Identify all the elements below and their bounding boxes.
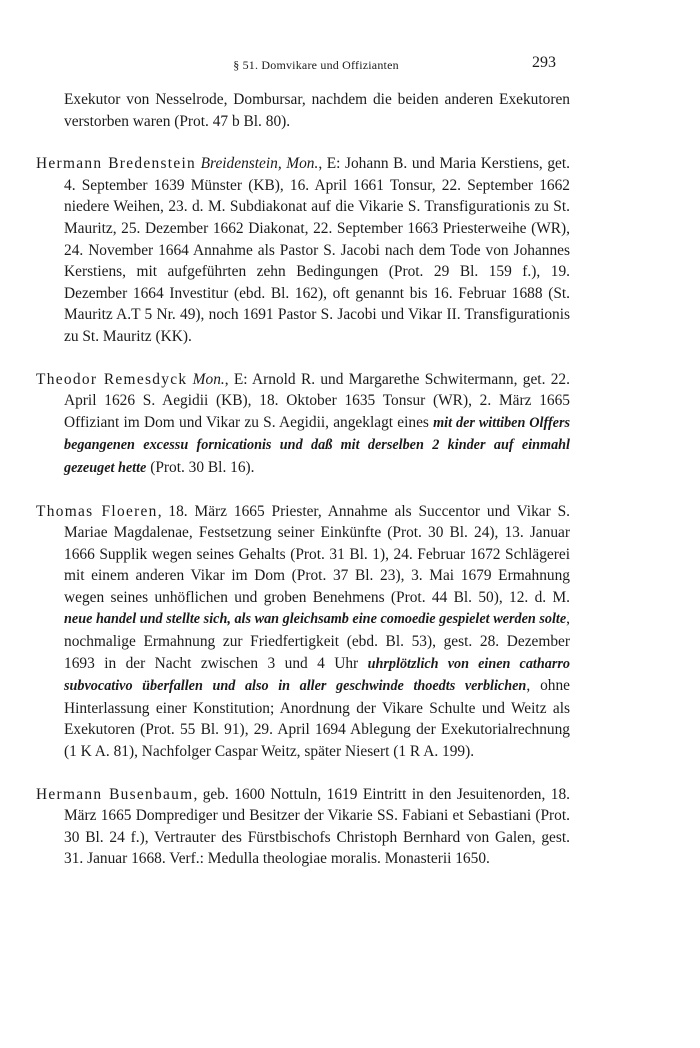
entry-remesdyck: [36, 369, 570, 480]
entry-text: , nochmalige Ermahnung zur Friedfertigkeit (ebd. Bl. 53), gest. 28. Dezember 1693 in der Nacht zwischen 3 und 4 Uhr: [64, 610, 570, 672]
entry-quote: mit der wittiben Olffers begangenen excessu fornicationis und daß mit derselben 2 kinder auf einmahl gezeuget hette: [64, 414, 571, 476]
entry-text: , geb. 1600 Nottuln, 1619 Eintritt in den Jesuitenorden, 18. März 1665 Domprediger und Besitzer der Vikarie SS. Fabiani et Sebastiani (Prot. 30 Bl. 24 f.), Vertrauter des Fürstbischofs Christoph Bernhard von Galen, gest. 31. Januar 1668. Verf.: Medulla theologiae moralis. Monasterii 1650.: [64, 785, 570, 868]
entry-text: , E: Johann B. und Maria Kerstiens, get. 4. September 1639 Münster (KB), 16. April 1661 Tonsur, 22. September 1662 niedere Weihen, 23. d. M. Subdiakonat auf die Vikarie S. Transfigurationis zu St. Mauritz, 25. Dezember 1662 Diakonat, 22. September 1663 Priesterweihe (WR), 24. November 1664 Annahme als Pastor S. Jacobi nach dem Tode von Johannes Kerstiens, mit aufgeführten zehn Bedingungen (Prot. 29 Bl. 159 f.), 19. Dezember 1664 Investitur (ebd. Bl. 162), oft genannt bis 16. Februar 1688 (St. Mauritz A.T 5 Nr. 49), noch 1691 Pastor S. Jacobi und Vikar II. Transfigurationis zu St. Mauritz (KK).: [64, 155, 570, 345]
entry-name: Thomas Floeren: [36, 502, 158, 520]
body-text: [36, 89, 570, 891]
entry-text: , 18. März 1665 Priester, Annahme als Succentor und Vikar S. Mariae Magdalenae, Festsetzung seiner Einkünfte (Prot. 30 Bl. 24), 13. Januar 1666 Supplik wegen seines Gehalts (Prot. 31 Bl. 1), 24. Februar 1672 Schlägerei mit einem anderen Vikar im Dom (Prot. 37 Bl. 23), 3. Mai 1679 Ermahnung wegen seines unhöflichen und groben Benehmens (Prot. 44 Bl. 50), 12. d. M.: [64, 502, 570, 606]
entry-name: Hermann Busenbaum: [36, 785, 194, 803]
entry-quote: neue handel und stellte sich, als wan gleichsamb eine comoedie gespielet werden solte: [64, 611, 567, 628]
entry-source: Mon.: [192, 370, 225, 388]
entry-name: Theodor Remesdyck: [36, 370, 188, 388]
entry-name: Hermann Bredenstein: [36, 155, 197, 173]
entry-bredenstein: [36, 153, 570, 347]
entry-text: Exekutor von Nesselrode, Dombursar, nachdem die beiden anderen Exekutoren verstorben waren (Prot. 47 b Bl. 80).: [64, 91, 570, 130]
page-number: 293: [532, 54, 556, 71]
entry-floeren: [36, 501, 570, 763]
entry-quote: uhrplötzlich von einen catharro subvocativo überfallen und also in aller geschwinde thoedts verblichen: [64, 655, 570, 695]
entry-busenbaum: [36, 784, 570, 870]
entry-text: , ohne Hinterlassung einer Konstitution; Anordnung der Vikare Schulte und Weitz als Exekutoren (Prot. 55 Bl. 91), 29. April 1694 Ablegung der Exekutorialrechnung (1 K A. 81), Nachfolger Caspar Weitz, später Niesert (1 R A. 199).: [64, 677, 570, 761]
entry-text: , E: Arnold R. und Margarethe Schwitermann, get. 22. April 1626 S. Aegidii (KB), 18. Oktober 1635 Tonsur (WR), 2. März 1665 Offiziant im Dom und Vikar zu S. Aegidii, angeklagt eines: [64, 370, 570, 431]
entry-continuation: [36, 89, 570, 132]
entry-text: (Prot. 30 Bl. 16).: [146, 458, 255, 476]
entry-source: Breidenstein, Mon.: [200, 155, 319, 173]
running-head: § 51. Domvikare und Offizianten: [233, 58, 399, 72]
